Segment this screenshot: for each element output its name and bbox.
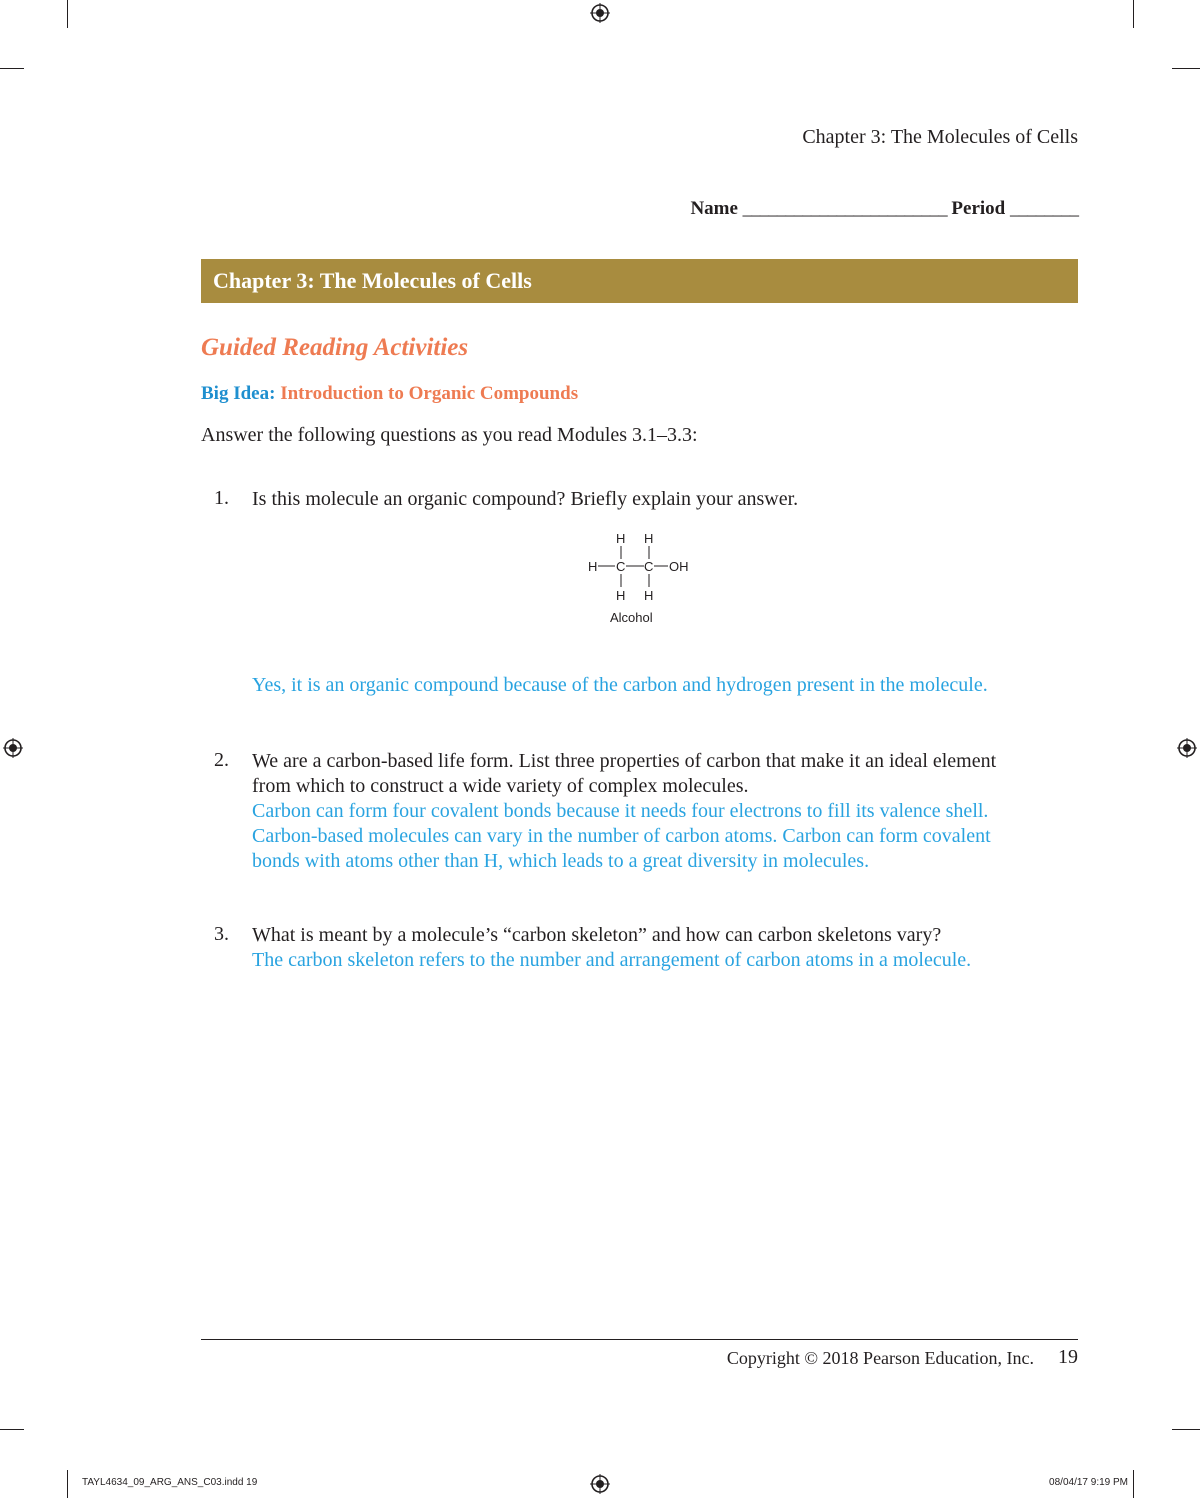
footer-rule bbox=[201, 1339, 1078, 1340]
crop-mark bbox=[67, 0, 68, 28]
question-block bbox=[252, 749, 1082, 874]
big-idea-text: Introduction to Organic Compounds bbox=[280, 383, 579, 404]
name-label: Name bbox=[690, 198, 738, 219]
big-idea bbox=[201, 383, 578, 405]
crop-mark bbox=[67, 1470, 68, 1498]
crop-mark bbox=[0, 1429, 24, 1430]
crop-mark bbox=[1133, 0, 1134, 28]
name-period-line bbox=[690, 198, 1078, 220]
question-block bbox=[252, 923, 1082, 973]
instructions: Answer the following questions as you read Modules 3.1–3.3: bbox=[201, 424, 698, 446]
crop-mark bbox=[1172, 1429, 1200, 1430]
alcohol-molecule-diagram bbox=[580, 528, 700, 628]
answer-text-line: Carbon-based molecules can vary in the number of carbon atoms. Carbon can form covalent bbox=[252, 825, 991, 847]
period-blank[interactable]: ________ bbox=[1010, 198, 1078, 219]
registration-mark-icon bbox=[1177, 738, 1197, 758]
answer-text-line: bonds with atoms other than H, which leads to a great diversity in molecules. bbox=[252, 850, 870, 872]
chapter-banner bbox=[201, 259, 1078, 303]
crop-mark bbox=[1133, 1470, 1134, 1498]
registration-mark-icon bbox=[590, 3, 610, 23]
atom-h: H bbox=[644, 531, 654, 546]
atom-h: H bbox=[616, 588, 626, 603]
name-blank[interactable]: ________________________ bbox=[742, 198, 947, 219]
question-number: 2. bbox=[214, 749, 229, 771]
atom-h: H bbox=[588, 559, 598, 574]
atom-oh: OH bbox=[669, 559, 689, 574]
question-number: 3. bbox=[214, 923, 229, 945]
running-head: Chapter 3: The Molecules of Cells bbox=[802, 126, 1078, 148]
atom-h: H bbox=[644, 588, 654, 603]
answer-text: Yes, it is an organic compound because of the carbon and hydrogen present in the molecule. bbox=[252, 674, 988, 696]
copyright-notice: Copyright © 2018 Pearson Education, Inc. bbox=[726, 1348, 1034, 1368]
answer-text-line: Carbon can form four covalent bonds because it needs four electrons to fill its valence shell. bbox=[252, 800, 989, 822]
atom-c: C bbox=[644, 559, 654, 574]
file-slug: TAYL4634_09_ARG_ANS_C03.indd 19 bbox=[82, 1477, 258, 1488]
registration-mark-icon bbox=[3, 738, 23, 758]
atom-c: C bbox=[616, 559, 626, 574]
question-text: What is meant by a molecule’s “carbon skeleton” and how can carbon skeletons vary? bbox=[252, 924, 942, 946]
question-text-line: We are a carbon-based life form. List three properties of carbon that make it an ideal element bbox=[252, 750, 997, 772]
date-slug: 08/04/17 9:19 PM bbox=[1049, 1477, 1128, 1488]
crop-mark bbox=[0, 68, 24, 69]
molecule-caption: Alcohol bbox=[610, 610, 653, 625]
question-number: 1. bbox=[214, 487, 229, 509]
section-heading: Guided Reading Activities bbox=[201, 334, 469, 361]
chapter-title: Chapter 3: The Molecules of Cells bbox=[213, 268, 532, 293]
answer-text: The carbon skeleton refers to the number and arrangement of carbon atoms in a molecule. bbox=[252, 949, 972, 971]
atom-h: H bbox=[616, 531, 626, 546]
registration-mark-icon bbox=[590, 1474, 610, 1494]
page-number: 19 bbox=[1058, 1346, 1078, 1368]
period-label: Period bbox=[951, 198, 1006, 219]
question-text: Is this molecule an organic compound? Briefly explain your answer. bbox=[252, 488, 799, 510]
crop-mark bbox=[1172, 68, 1200, 69]
big-idea-label: Big Idea: bbox=[201, 383, 276, 404]
question-text-line: from which to construct a wide variety of complex molecules. bbox=[252, 775, 749, 797]
